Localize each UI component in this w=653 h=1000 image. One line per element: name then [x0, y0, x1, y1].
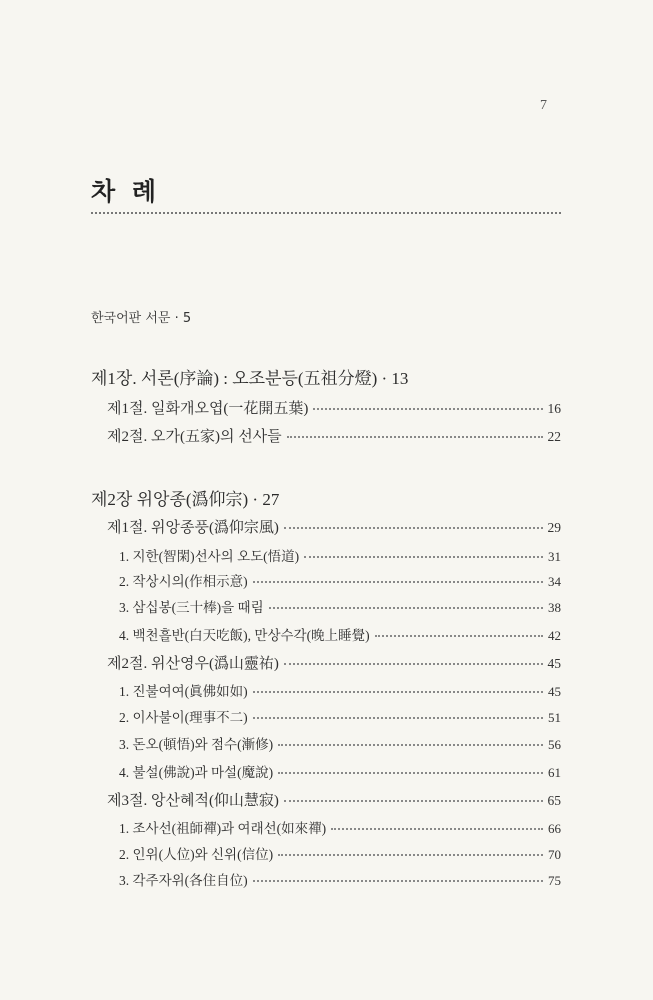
preface-entry: 한국어판 서문 · 5 [91, 311, 192, 326]
toc-entry-page: 38 [548, 600, 561, 615]
toc-subentry [119, 761, 561, 781]
toc-subentry [119, 680, 561, 700]
toc-entry-label: 1. 조사선(祖師禪)과 여래선(如來禪) [119, 821, 327, 836]
toc-subentry [119, 545, 561, 565]
toc-entry-page: 51 [548, 710, 561, 725]
toc-entry-label: 1. 지한(智閑)선사의 오도(悟道) [119, 549, 300, 564]
dot-leader [253, 880, 543, 882]
toc-entry-label: 제2절. 오가(五家)의 선사들 [107, 429, 282, 445]
toc-subentry [119, 733, 561, 753]
toc-entry-label: 제3절. 앙산혜적(仰山慧寂) [107, 793, 279, 809]
toc-entry-label: 제1절. 위앙종풍(潙仰宗風) [107, 520, 279, 536]
chapter-1-heading: 제1장. 서론(序論) : 오조분등(五祖分燈) · 13 [91, 369, 409, 388]
chapter-2-heading: 제2장 위앙종(潙仰宗) · 27 [91, 490, 280, 509]
dot-leader [278, 854, 543, 856]
toc-entry [107, 397, 561, 418]
toc-entry-page: 34 [548, 574, 561, 589]
toc-entry [107, 652, 561, 673]
toc-subentry [119, 869, 561, 889]
dot-leader [284, 663, 543, 665]
toc-entry-page: 45 [548, 684, 561, 699]
toc-entry-page: 31 [548, 549, 561, 564]
dot-leader [278, 772, 543, 774]
dot-leader [375, 635, 543, 637]
toc-entry-label: 제1절. 일화개오엽(一花開五葉) [107, 401, 309, 417]
toc-entry-page: 75 [548, 873, 561, 888]
page-title: 차 례 [91, 177, 161, 206]
toc-subentry [119, 596, 561, 616]
toc-entry-label: 2. 작상시의(作相示意) [119, 574, 248, 589]
dot-leader [304, 556, 543, 558]
dot-leader [253, 691, 543, 693]
toc-subentry [119, 706, 561, 726]
dot-leader [253, 581, 543, 583]
toc-entry-page: 42 [548, 628, 561, 643]
dot-leader [278, 744, 543, 746]
toc-entry [107, 516, 561, 537]
toc-entry-page: 65 [547, 793, 561, 808]
dot-leader [284, 800, 543, 802]
toc-entry-label: 3. 돈오(頓悟)와 점수(漸修) [119, 737, 274, 752]
dot-leader [331, 828, 543, 830]
toc-entry-page: 29 [547, 520, 561, 535]
toc-entry-page: 70 [548, 847, 561, 862]
dot-leader [287, 436, 543, 438]
toc-entry-label: 4. 불설(佛說)과 마설(魔說) [119, 765, 274, 780]
dot-leader [284, 527, 543, 529]
toc-entry-label: 3. 각주자위(各住自位) [119, 873, 248, 888]
toc-entry-label: 4. 백천흘반(白天吃飯), 만상수각(晚上睡覺) [119, 628, 370, 643]
toc-entry [107, 789, 561, 810]
toc-entry-page: 66 [548, 821, 561, 836]
toc-entry-label: 2. 인위(人位)와 신위(信位) [119, 847, 274, 862]
toc-entry [107, 425, 561, 446]
toc-subentry [119, 570, 561, 590]
toc-entry-page: 45 [547, 656, 561, 671]
toc-entry-label: 2. 이사불이(理事不二) [119, 710, 248, 725]
toc-entry-page: 56 [548, 737, 561, 752]
toc-entry-label: 제2절. 위산영우(潙山靈祐) [107, 656, 279, 672]
dot-leader [253, 717, 543, 719]
toc-entry-page: 61 [548, 765, 561, 780]
dot-leader [313, 408, 542, 410]
page-number: 7 [540, 98, 547, 113]
toc-entry-label: 1. 진불여여(眞佛如如) [119, 684, 248, 699]
toc-entry-page: 22 [547, 429, 561, 444]
title-dotted-rule [91, 212, 561, 214]
toc-entry-page: 16 [547, 401, 561, 416]
toc-subentry [119, 843, 561, 863]
toc-subentry [119, 624, 561, 644]
dot-leader [269, 607, 543, 609]
toc-entry-label: 3. 삼십봉(三十棒)을 때림 [119, 600, 264, 615]
toc-subentry [119, 817, 561, 837]
